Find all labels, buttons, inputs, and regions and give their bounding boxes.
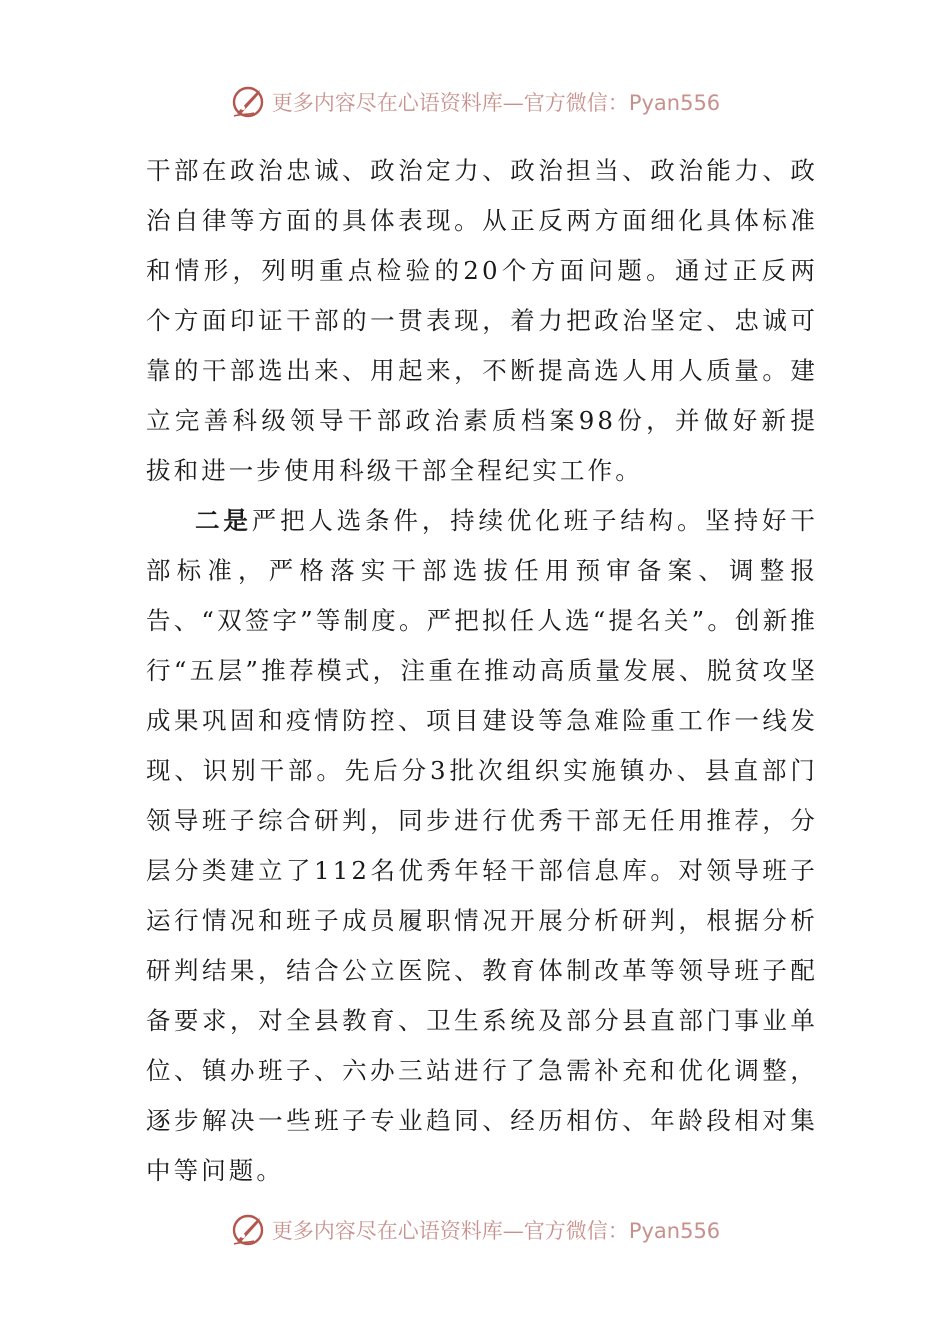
paragraph-2 [146,496,818,1196]
wechat-id: Pyan556 [628,91,721,115]
paragraph-2-lead: 二是 [195,506,252,535]
wechat-id: Pyan556 [628,1219,721,1243]
footer-watermark-banner [0,1208,950,1252]
watermark-text: 更多内容尽在心语资料库—官方微信：Pyan556 [271,1219,721,1243]
watermark-text: 更多内容尽在心语资料库—官方微信：Pyan556 [271,91,721,115]
paragraph-1 [146,146,818,496]
header-watermark-banner [0,80,950,124]
paragraph-1-text: 干部在政治忠诚、政治定力、政治担当、政治能力、政治自律等方面的具体表现。从正反两方面细化具体标准和情形，列明重点检验的20个方面问题。通过正反两个方面印证干部的一贯表现，着力把政治坚定、忠诚可靠的干部选出来、用起来，不断提高选人用人质量。建立完善科级领导干部政治素质档案98份，并做好新提拔和进一步使用科级干部全程纪实工作。 [146,156,818,485]
pen-nib-circle-icon [230,1212,266,1248]
paragraph-2-text: 严把人选条件，持续优化班子结构。坚持好干部标准，严格落实干部选拔任用预审备案、调整报告、“双签字”等制度。严把拟任人选“提名关”。创新推行“五层”推荐模式，注重在推动高质量发展、脱贫攻坚成果巩固和疫情防控、项目建设等急难险重工作一线发现、识别干部。先后分3批次组织实施镇办、县直部门领导班子综合研判，同步进行优秀干部无任用推荐，分层分类建立了112名优秀年轻干部信息库。对领导班子运行情况和班子成员履职情况开展分析研判，根据分析研判结果，结合公立医院、教育体制改革等领导班子配备要求，对全县教育、卫生系统及部分县直部门事业单位、镇办班子、六办三站进行了急需补充和优化调整，逐步解决一些班子专业趋同、经历相仿、年龄段相对集中等问题。 [146,506,819,1185]
document-body [146,146,818,1196]
pen-nib-circle-icon [230,84,266,120]
